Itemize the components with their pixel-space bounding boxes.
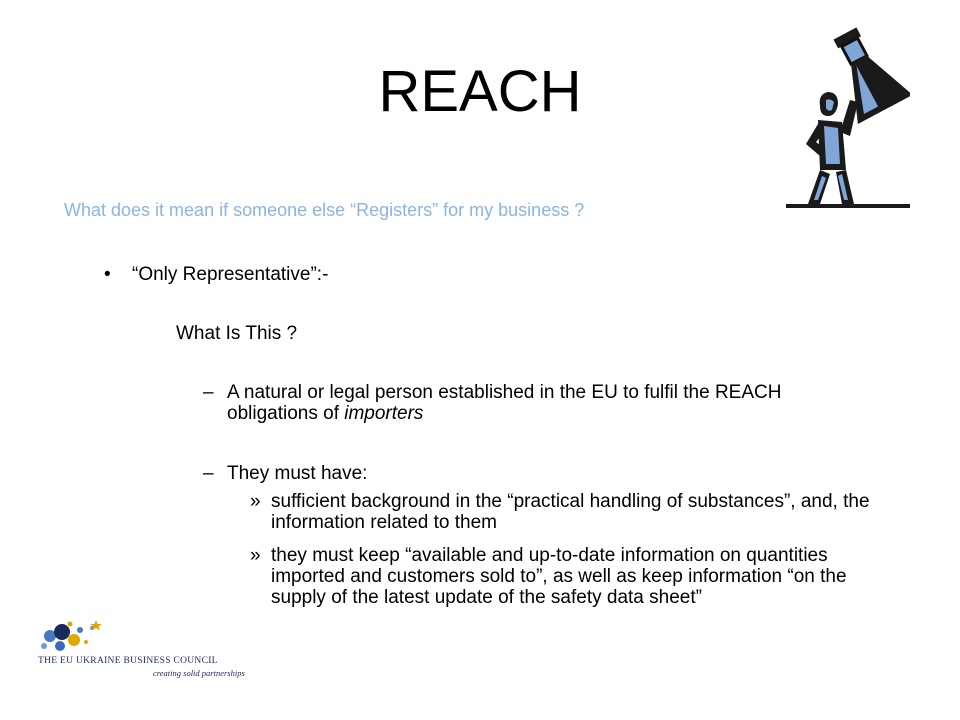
sub-marker: »	[250, 491, 261, 512]
logo-name: THE EU UKRAINE BUSINESS COUNCIL	[38, 656, 218, 666]
eu-ukraine-business-council-logo	[36, 616, 246, 686]
dash-item-text: They must have:	[227, 463, 368, 484]
dash-marker: –	[203, 463, 214, 484]
slide-title: REACH	[378, 59, 582, 124]
logo-tagline: creating solid partnerships	[153, 668, 245, 678]
sub-item-text: they must keep “available and up-to-date information on quantities imported and customers sold to”, as well as keep information “on the supply of the latest update of the safety data sheet”	[271, 545, 847, 608]
bullet-only-representative	[104, 264, 328, 286]
person-holding-flask-illustration	[780, 20, 910, 210]
dash-item-text: A natural or legal person established in the EU to fulfil the REACH obligations of importers	[227, 382, 782, 424]
sub-item-background	[250, 491, 900, 533]
slide-subtitle: What does it mean if someone else “Registers” for my business ?	[64, 200, 585, 220]
emphasis-importers: importers	[344, 403, 424, 424]
what-is-this-heading: What Is This ?	[176, 323, 298, 344]
dash-item-requirements	[203, 463, 853, 484]
sub-marker: »	[250, 545, 261, 566]
bullet-dot: •	[104, 264, 111, 285]
dash-item-definition	[203, 382, 853, 424]
sub-item-text: sufficient background in the “practical handling of substances”, and, the information related to them	[271, 491, 870, 533]
globe-dots-icon	[36, 616, 116, 656]
sub-item-information	[250, 545, 900, 608]
dash-marker: –	[203, 382, 214, 403]
bullet-text: “Only Representative”:-	[132, 264, 329, 285]
